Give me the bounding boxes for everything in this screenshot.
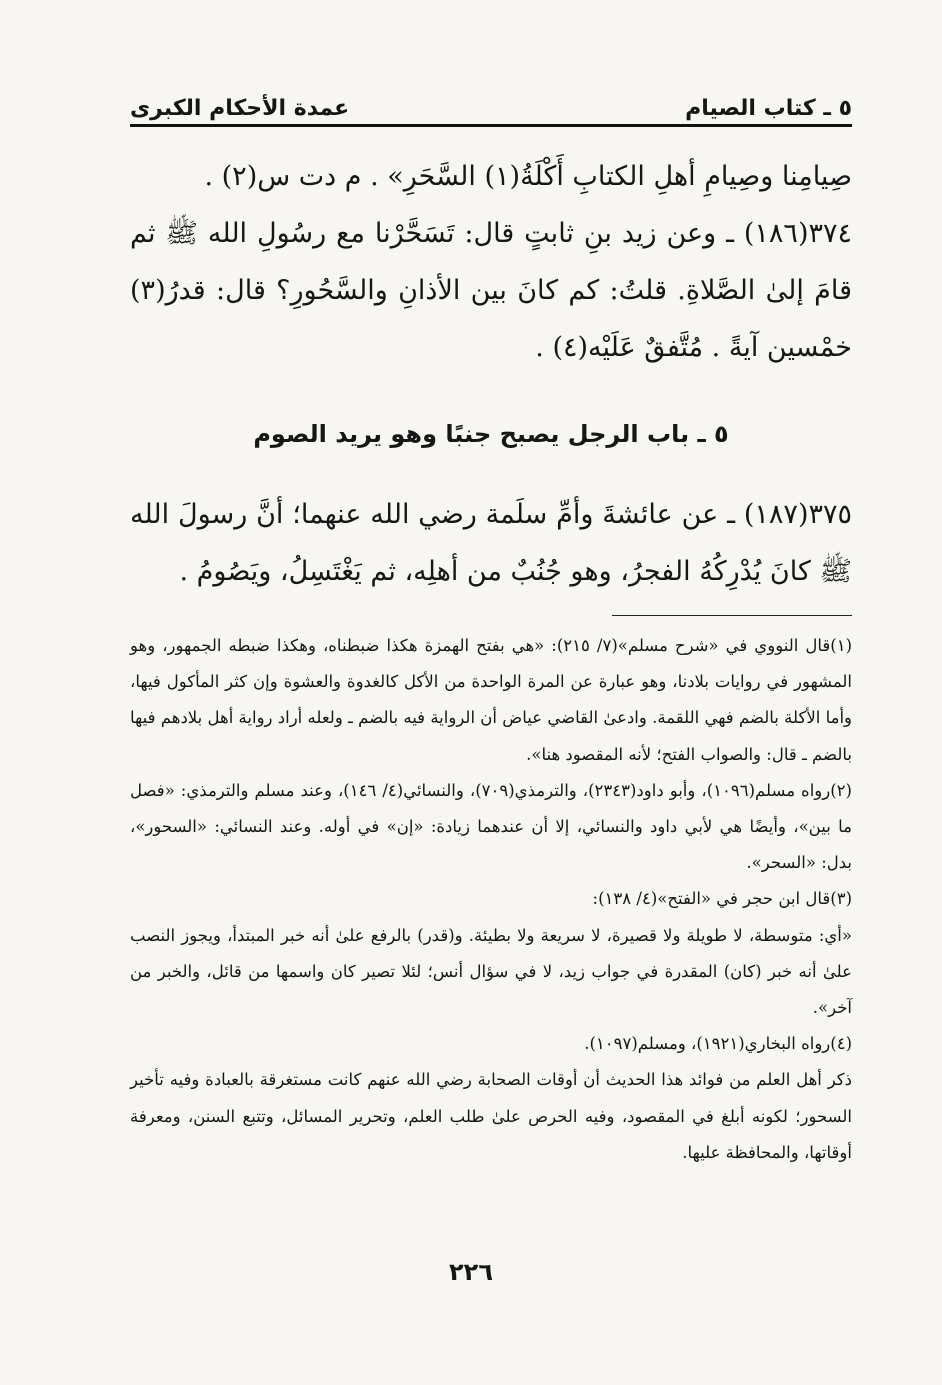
footnote-3: (٣)قال ابن حجر في «الفتح»(٤/ ١٣٨): <box>592 889 852 909</box>
hadith-375: ٣٧٥(١٨٧) ـ عن عائشةَ وأمِّ سلَمة رضي الله عنهما؛ أنَّ رسولَ الله ﷺ كانَ يُدْرِكُهُ الفجرُ، وهو جُنُبٌ من أهلِه، ثم يَغْتَسِلُ، ويَصُومُ . <box>130 499 852 587</box>
section-title: ٥ ـ باب الرجل يصبح جنبًا وهو يريد الصوم <box>253 420 729 448</box>
footnote-2: (٢)رواه مسلم(١٠٩٦)، وأبو داود(٢٣٤٣)، والترمذي(٧٠٩)، والنسائي(٤/ ١٤٦)، وعند مسلم والترمذي: «فصل ما بين»، وأيضًا هي لأبي داود والنسائي، إلا أن عندهما زيادة: «إن» في أوله. وعند النسائي: «السحور»، بدل: «السحر». <box>130 780 852 873</box>
footnote-1: (١)قال النووي في «شرح مسلم»(٧/ ٢١٥): «هي بفتح الهمزة هكذا ضبطناه، وهكذا ضبطه الجمهور، وهو المشهور في روايات بلادنا، وهو عبارة عن المرة الواحدة من الأكل كالغدوة والعشوة وإن كثر المأكول فيها، وأما الأكلة بالضم فهي اللقمة. وادعىٰ القاضي عياض أن الرواية فيه بالضم ـ ولعله أراد رواية أهل بلادهم فيها بالضم ـ قال: والصواب الفتح؛ لأنه المقصود هنا». <box>130 636 852 764</box>
page-number: ٢٢٦ <box>449 1258 493 1286</box>
running-header <box>130 90 852 126</box>
main-text-top <box>130 148 852 376</box>
main-text-bottom <box>130 486 852 600</box>
book-title: عمدة الأحكام الكبرى <box>130 95 350 121</box>
header-rule <box>130 124 852 127</box>
footnote-separator <box>612 615 852 616</box>
footnote-4: (٤)رواه البخاري(١٩٢١)، ومسلم(١٠٩٧). <box>584 1034 852 1054</box>
footnotes <box>130 628 852 1171</box>
footnote-3-quote: «أي: متوسطة، لا طويلة ولا قصيرة، لا سريعة ولا بطيئة. و(قدر) بالرفع علىٰ أنه خبر المبتدأ، ويجوز النصب علىٰ أنه خبر (كان) المقدرة في جواب زيد، لا في سؤال أنس؛ لئلا تصير كان واسمها من قائل، والخبر من آخر». <box>130 925 852 1018</box>
intro-line: صِيامِنا وصِيامِ أهلِ الكتابِ أَكْلَةُ(١) السَّحَرِ» . م دت س(٢) . <box>204 161 852 192</box>
hadith-374: ٣٧٤(١٨٦) ـ وعن زيد بنِ ثابتٍ قال: تَسَحَّرْنا مع رسُولِ الله ﷺ ثم قامَ إلىٰ الصَّلاةِ. قلتُ: كم كانَ بين الأذانِ والسَّحُورِ؟ قال: قدرُ(٣) خمْسين آيةً . مُتَّفقٌ عَلَيْه(٤) . <box>130 218 852 363</box>
chapter-title: ٥ ـ كتاب الصيام <box>685 95 852 121</box>
footnote-commentary: ذكر أهل العلم من فوائد هذا الحديث أن أوقات الصحابة رضي الله عنهم كانت مستغرقة بالعبادة وفيه تأخير السحور؛ لكونه أبلغ في المقصود، وفيه الحرص علىٰ طلب العلم، وتحرير المسائل، وتتبع السنن، ومعرفة أوقاتها، والمحافظة عليها. <box>130 1070 852 1162</box>
